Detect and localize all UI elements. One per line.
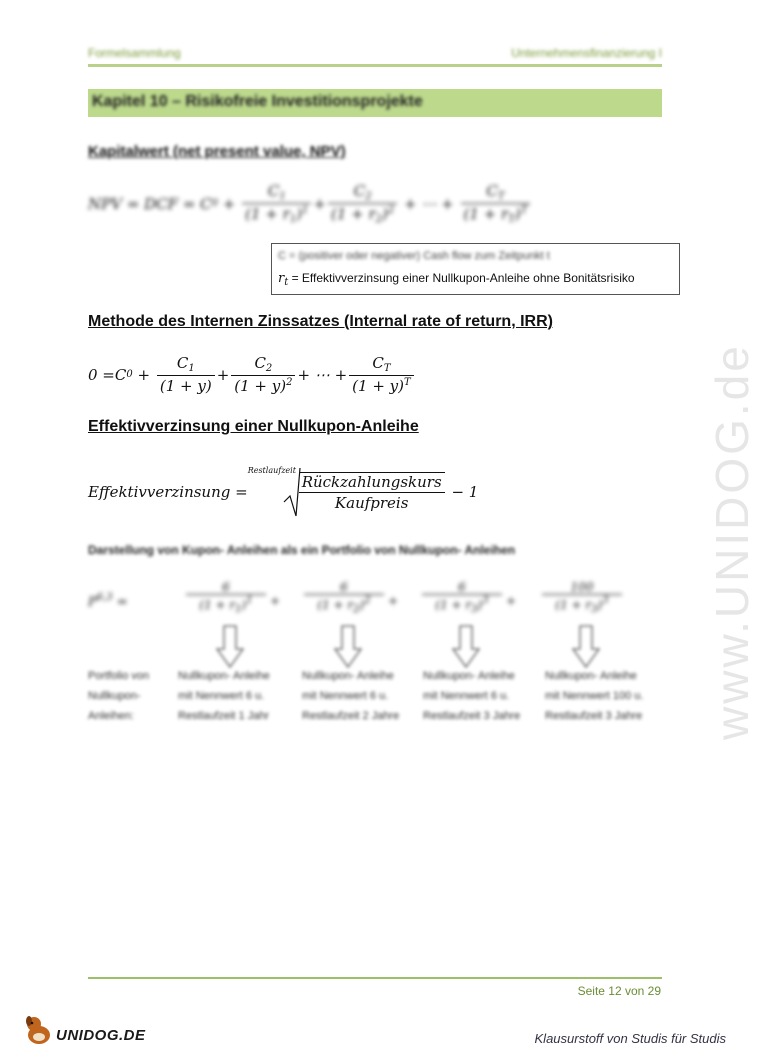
- logo-text: UNIDOG.DE: [56, 1027, 146, 1044]
- legend-line-cashflow: C = (positiver oder negativer) Cash flow zum Zeitpunkt t: [278, 250, 550, 262]
- npv-lhs: NPV = DCF = C: [88, 194, 212, 213]
- radical-icon: [248, 466, 300, 518]
- chapter-banner: [88, 89, 662, 117]
- dog-logo-icon: [22, 1013, 56, 1047]
- npv-frac-1: $\frac{C_1}{(1 + r_1)^1}$: [242, 182, 311, 225]
- down-arrow-icon: [333, 625, 363, 669]
- coupon-heading: Darstellung von Kupon- Anleihen als ein Portfolio von Nullkupon- Anleihen: [88, 543, 516, 557]
- npv-frac-t: $\frac{C_T}{(1 + r_T)^T}$: [461, 182, 531, 225]
- root-sign: Restlaufzeit: [248, 466, 300, 518]
- irr-frac-1: $\frac{C_1}{(1 + y)}$: [157, 354, 215, 395]
- legend-box: [271, 243, 680, 295]
- header-right: Unternehmensfinanzierung I: [511, 46, 662, 60]
- coupon-frac-1: 6 $(1 + r_1)^1$: [186, 580, 266, 615]
- npv-formula: NPV = DCF = C 0 + $\frac{C_1}{(1 + r_1)^1}$ + $\frac{C_2}{(1 + r_2)^2}$ + ⋯ + $\frac{C_T}{(1 + r_T)^T}$: [88, 182, 532, 225]
- coupon-lhs: P$^{6,3}$ =: [88, 592, 128, 610]
- header-rule: [88, 64, 662, 67]
- coupon-frac-4: 100 $(1 + r_3)^3$: [542, 580, 622, 615]
- chapter-title: Kapitel 10 – Risikofreie Investitionsprojekte: [92, 93, 423, 110]
- coupon-frac-2: 6 $(1 + r_2)^2$: [304, 580, 384, 615]
- zero-bond-label-3: Nullkupon- Anleihe mit Nennwert 6 u. Restlaufzeit 3 Jahre: [423, 670, 521, 722]
- down-arrow-icon: [571, 625, 601, 669]
- page-number: Seite 12 von 29: [577, 984, 661, 998]
- npv-frac-2: $\frac{C_2}{(1 + r_2)^2}$: [328, 182, 397, 225]
- irr-heading: Methode des Internen Zinssatzes (Internal rate of return, IRR): [88, 313, 553, 330]
- npv-heading: Kapitalwert (net present value, NPV): [88, 143, 346, 160]
- eff-heading: Effektivverzinsung einer Nullkupon-Anleihe: [88, 418, 419, 435]
- legend-line-rate: $r_t$ = Effektivverzinsung einer Nullkupon-Anleihe ohne Bonitätsrisiko: [278, 271, 635, 288]
- watermark-text: www.UNIDOG.de: [706, 343, 758, 740]
- irr-formula: 0 = C 0 + $\frac{C_1}{(1 + y)}$ + $\frac{C_2}{(1 + y)^2}$ + ⋯ + $\frac{C_T}{(1 + y)^T}$: [88, 354, 416, 395]
- zero-bond-label-4: Nullkupon- Anleihe mit Nennwert 100 u. Restlaufzeit 3 Jahre: [545, 670, 644, 722]
- zero-bond-label-1: Nullkupon- Anleihe mit Nennwert 6 u. Restlaufzeit 1 Jahr: [178, 670, 270, 722]
- eff-formula: Effektivverzinsung = Restlaufzeit $\frac{\text{Rückzahlungskurs}}{\text{Kaufpreis}}$ − 1: [88, 466, 478, 518]
- coupon-frac-3: 6 $(1 + r_3)^3$: [422, 580, 502, 615]
- footer-rule: [88, 977, 662, 979]
- portfolio-label: Portfolio von Nullkupon- Anleihen:: [88, 670, 150, 722]
- header-left: Formelsammlung: [88, 46, 181, 60]
- irr-frac-2: $\frac{C_2}{(1 + y)^2}$: [231, 354, 295, 395]
- down-arrow-icon: [451, 625, 481, 669]
- down-arrow-icon: [215, 625, 245, 669]
- zero-bond-label-2: Nullkupon- Anleihe mit Nennwert 6 u. Restlaufzeit 2 Jahre: [302, 670, 400, 722]
- tagline: Klausurstoff von Studis für Studis: [534, 1031, 726, 1046]
- irr-frac-t: $\frac{C_T}{(1 + y)^T}$: [349, 354, 414, 395]
- eff-frac: $\frac{\text{Rückzahlungskurs}}{\text{Kaufpreis}}$: [299, 472, 445, 512]
